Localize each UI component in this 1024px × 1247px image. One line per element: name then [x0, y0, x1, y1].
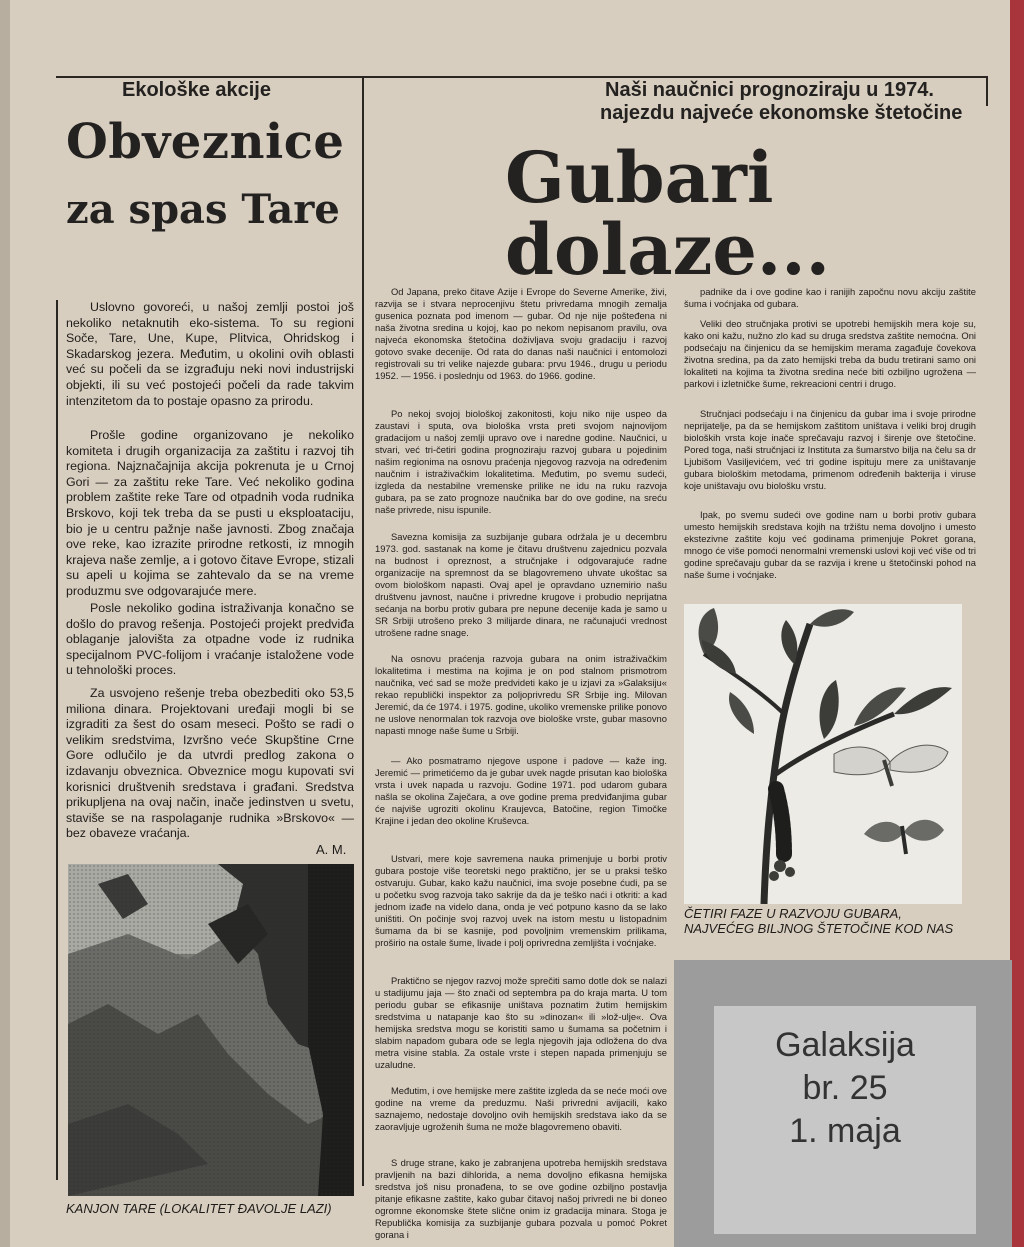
right-middle-paragraph-3: Savezna komisija za suzbijanje gubara održala je u decembru 1973. god. sastanak na kome je čitavu društvenu zajednicu pozvala na budnost i opreznost, a stručnjake i odgovarajuće radne organizacije na spremnost da se blagovremeno uhvate ukoštac sa ovom biološkom napasti. Ovaj apel je opravdano uznemirio našu društvenu javnost, naučne i privredne krugove i probudio neprijatna sećanja na borbu protiv gubara pre nepune decenije kada je samo u SR Srbiji utrošeno preko 3 milijarde dinara, ne računajući vrednost utrošene radne snage.	[375, 531, 667, 638]
right-kicker-line2: najezdu najveće ekonomske štetočine	[600, 102, 963, 124]
promo-issue-number: br. 25	[802, 1069, 888, 1107]
promo-issue-date: 1. maja	[789, 1112, 901, 1150]
right-column-paragraph-4: Ipak, po svemu sudeći ove godine nam u borbi protiv gubara umesto hemijskih sredstava kojih na tržištu nema dovoljno i umesto ekstezivne zaštite koju već godinama primenjuje Pokret gorana, mnogo će više pomoći nenormalni vremenski uslovi koji već više od tri godine sprečavaju gubar da se razvija i krene u štetočinski pohod na naše šume i voćnjake.	[684, 509, 976, 580]
right-middle-paragraph-4: Na osnovu praćenja razvoja gubara na onim istraživačkim lokalitetima i mestima na kojima je on pod stalnom prismotrom naučnika, već sad se može predvideti kako je u izjavi za »Galaksiju« rekao republički inspektor za poljoprivredu SR Srbije ing. Milovan Jeremić, da će 1974. i 1975. godine, ukoliko vremenske prilike ponovo ne uslove nenormalan tok razvoja ove biološke vrste, gubar masovno napasti mnoge naše šume u Srbiji.	[375, 653, 667, 736]
right-column-paragraph-1: padnike da i ove godine kao i ranijih započnu novu akciju zaštite šuma i voćnjaka od gubara.	[684, 286, 976, 309]
next-issue-promo	[714, 1006, 976, 1234]
right-middle-paragraph-5: — Ako posmatramo njegove uspone i padove — kaže ing. Jeremić — primetićemo da je gubar uvek nagde prisutan kao biološka vrsta i uvek napada u razvoju. Godine 1971. pod udarom gubara našla se okolina Zaječara, a ove godine prema predviđanjima gubar će najviše ugroziti okolinu Kraujevca, Batočine, region Timočke Krajine i jedan deo okoline Kruševca.	[375, 755, 667, 826]
right-headline-line2: dolaze...	[505, 208, 830, 291]
right-headline-line1: Gubari	[505, 136, 774, 219]
right-middle-paragraph-7: Praktično se njegov razvoj može sprečiti samo dotle dok se nalazi u stadijumu jaja — što znači od septembra pa do kraja marta. U tom periodu gubar se efikasnije uništava poznatim žutim hemijskim sredstvima u natapanje kao što su »dinozan« ili »lož-ulje«. Ova hemijska sredstva mogu se koristiti samo u šumama sa početnim i slabim napadom gubara ode se legla njegovih jaja odložena do dva metra visine stabla. Za ostale vrste i stepen napada primenjuju se uzaludne.	[375, 975, 667, 1070]
top-rule	[56, 76, 988, 78]
left-kicker: Ekološke akcije	[122, 79, 271, 101]
gypsy-moth-illustration	[684, 604, 962, 904]
column-rule-left	[56, 300, 58, 1180]
right-middle-paragraph-8: Međutim, i ove hemijske mere zaštite izgleda da se neće moći ove godine na vreme da preduzmu. Naši privredni avijacili, kako saznajemo, nedostaje dovoljno ovih hemijskih sredstava iako da se zaoravljuje ugroženih šuma ne može blagovremeno obaviti.	[375, 1085, 667, 1132]
right-middle-paragraph-9: S druge strane, kako je zabranjena upotreba hemijskih sredstava pravljenih na bazi dihlorida, a nema dovoljno efikasna hemijska sredstva još nisu pronađena, to se ove godine ozbiljno postavlja pitanje efikasne zaštite, kako gubar čitavoj našoj privredi ne bi doneo ogromne ekonomske štete slične onim iz gradacija minara. Stoga je Republička komisija za suzbijanje gubara pozvala u pomoć Pokret gorana i	[375, 1157, 667, 1240]
left-paragraph-2: Prošle godine organizovano je nekoliko komiteta i drugih organizacija za zaštitu i razvoj tih regiona. Najznačajnija akcija pokrenuta je u Crnoj Gori — za zaštitu reke Tare. Već nekoliko godina problem zaštite reke Tare od otpadnih voda rudnika Brskovo, koji tek treba da se pusti u eksploataciju, bio je u centru pažnje naše javnosti. Zbog značaja ove reke, kao izrazite prirodne retkosti, iz mnogih krajeva naše zemlje, a i gotovo čitave Evrope, stizali su apeli u kojima se zahtevalo da se na vreme produzmu sve odgovarajuće mere.	[66, 428, 354, 598]
right-kicker-line1: Naši naučnici prognoziraju u 1974.	[605, 79, 934, 101]
moth-illustration-caption: ČETIRI FAZE U RAZVOJU GUBARA, NAJVEĆEG BILJNOG ŠTETOČINE KOD NAS	[684, 906, 954, 936]
right-column-paragraph-3: Stručnjaci podsećaju i na činjenicu da gubar ima i svoje prirodne neprijatelje, pa da se hemijskom zaštitom uništava i veliki broj drugih bioloških vrsta koje inače sprečavaju razvoj i širenje ove štetočine. Pored toga, naši stručnjaci iz Instituta za šumarstvo bilja na čelu sa dr Ljubišom Vasiljevićem, već tri godine ispituju mere za uništavanje gubara biološkim metodama, primenom određenih bakterija i viruse koje uništavaju ovu biološku vrstu.	[684, 408, 976, 491]
column-rule-middle	[362, 76, 364, 1186]
right-middle-paragraph-6: Ustvari, mere koje savremena nauka primenjuje u borbi protiv gubara postoje više teoretski nego praktično, jer se u praksi teško ostvaruju. Gubar, kako kažu naučnici, ima svoje posebne ćudi, pa se u početku svog razvoja tako sakrije da da je teško naći i otkriti: a kad jednom izađe na videlo dana, onda je već potpuno kasno da se lako uništiti. On počinje svoj razvoj uvek na istom mestu u listopadnim šumama da bi se kasnije, pod povoljnim vremenskim prilikama, proširio na ostale šume, livade i polj oprivredna zemljišta i voćnjake.	[375, 853, 667, 948]
column-rule-right	[986, 76, 988, 106]
left-paragraph-1: Uslovno govoreći, u našoj zemlji postoi još nekoliko netaknutih eko-sistema. To su regioni Soče, Tare, Une, Kupe, Plitvica, Ohridskog i Skadarskog jezera. Međutim, u okolini ovih oblasti već su počeli da se izgrađuju neki novi industrijski objekti, ili su već postojeći počeli da rade takvim intenzitetom da to postaje opasno za prirodu.	[66, 300, 354, 408]
left-signature: A. M.	[316, 842, 347, 857]
right-column-paragraph-2: Veliki deo stručnjaka protivi se upotrebi hemijskih mera koje su, kako oni kažu, nužno zlo kad su druga sredstva zaštite nemoćna. Oni podsećaju na činjenicu da se hemijskim merama zagađuje čovekova životna sredina, pa da zato hemijski treba da budu tretirani samo oni lokaliteti na kojima ta životna sredina neće biti ozbiljno ugrožena — parkovi i izletničke šume, rekreacioni centri i drugo.	[684, 318, 976, 389]
left-headline-line1: Obveznice	[66, 114, 345, 170]
right-middle-paragraph-1: Od Japana, preko čitave Azije i Evrope do Severne Amerike, živi, razvija se i stvara neprocenjivu štetu privredama mnogih zemalja gusenica poznata pod imenom — gubar. Od nje nije pošteđena ni naša životna sredina u kojoj, kao po nekom nepisanom pravilu, ova najveća ekonomska štetočina doživljava svoju gradaciju i razvoj gotovo svake decenije. Od rata do danas naši naučnici i entomolozi registrovali su tri velike najezde gubara: prvu 1946., drugu u periodu 1952. — 1956. i poslednju od 1963. do 1966. godine.	[375, 286, 667, 381]
tara-canyon-photo	[68, 864, 354, 1196]
binding-strip	[0, 0, 10, 1247]
left-paragraph-4: Za usvojeno rešenje treba obezbediti oko 53,5 miliona dinara. Projektovani uređaji mogli bi se izgraditi za šest do osam meseci. Pošto se radi o velikim sredstvima, Izvršno veće Skupštine Crne Gore odlučilo je da utvrdi predlog zakona o izdavanju obveznica. Obveznice mogu kupovati svi korisnici društvenih sredstava i građani. Sredstva prikupljena na ovaj način, inače jedinstven u svetu, staviše se na raspolaganje rudnika »Brskovo« — bez obaveze vraćanja.	[66, 686, 354, 841]
left-photo-caption: KANJON TARE (LOKALITET ĐAVOLJE LAZI)	[66, 1201, 332, 1216]
promo-magazine-name: Galaksija	[775, 1026, 915, 1064]
right-middle-paragraph-2: Po nekoj svojoj biološkoj zakonitosti, koju niko nije uspeo da zaustavi i sputa, ova biološka vrsta preti svojom najnovijom gradacijom u našoj zemlji upravo ove i naredne godine. Naučnici, u stvari, već tri-četiri godina prognoziraju razvoj gubara u pojedinim našim regionima na osnovu praćenja njegovog razvoja na određenim naučnim i istraživačkim lokalitetima. Međutim, po svemu sudeći, izgleda da nestabilne vremenske prilike ne idu na ruku razvoja gubara, pa se zato prognoze naučnika bar do ove godine, na sreću naše privrede, nisu ispunile.	[375, 408, 667, 515]
page-edge	[1010, 0, 1024, 1247]
left-paragraph-3: Posle nekoliko godina istraživanja konačno se došlo do pravog rešenja. Postojeći projekt predviđa oblaganje jalovišta za otpadne vode iz rudnika specijalnom PVC-folijom i vraćanje istaložene vode u tehnološki proces.	[66, 601, 354, 678]
left-headline-line2: za spas Tare	[66, 186, 340, 233]
